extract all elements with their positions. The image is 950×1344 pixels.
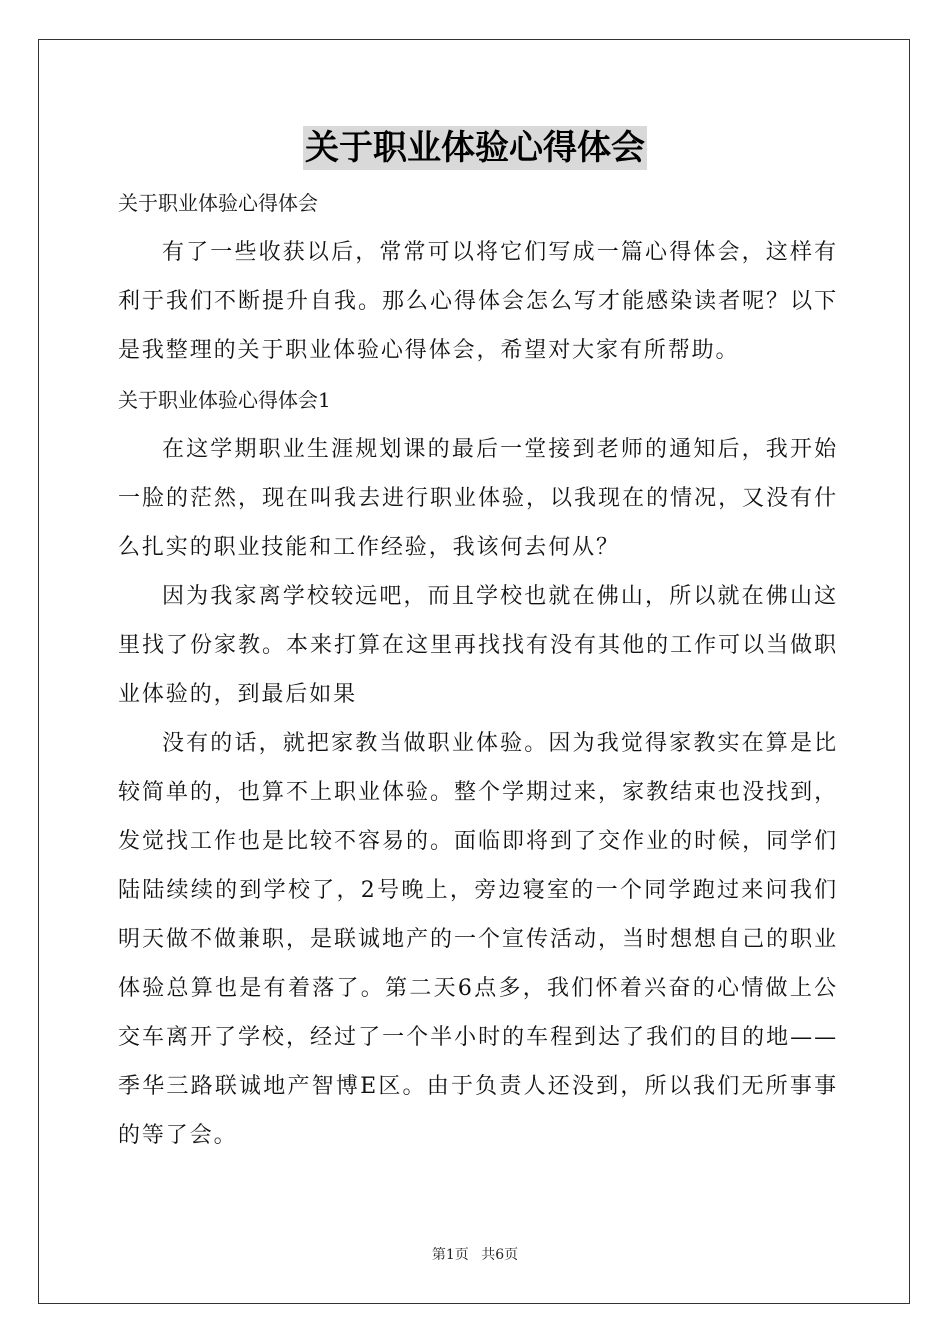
intro-paragraph: 有了一些收获以后，常常可以将它们写成一篇心得体会，这样有利于我们不断提升自我。那么心得体会怎么写才能感染读者呢？以下是我整理的关于职业体验心得体会，希望对大家有所帮助。: [118, 240, 838, 363]
title-container: [0, 126, 950, 170]
body-paragraph-1: 在这学期职业生涯规划课的最后一堂接到老师的通知后，我开始一脸的茫然，现在叫我去进行职业体验，以我现在的情况，又没有什么扎实的职业技能和工作经验，我该何去何从？: [118, 437, 838, 560]
document-subtitle: 关于职业体验心得体会: [118, 191, 318, 215]
section-heading: 关于职业体验心得体会1: [118, 388, 331, 412]
page-footer: [0, 1244, 950, 1264]
page-total: 共6页: [481, 1247, 519, 1263]
document-body: [118, 178, 838, 1160]
body-paragraph-3: 没有的话，就把家教当做职业体验。因为我觉得家教实在算是比较简单的，也算不上职业体验。整个学期过来，家教结束也没找到，发觉找工作也是比较不容易的。面临即将到了交作业的时候，同学们陆陆续续的到学校了，2号晚上，旁边寝室的一个同学跑过来问我们明天做不做兼职，是联诚地产的一个宣传活动，当时想想自己的职业体验总算也是有着落了。第二天6点多，我们怀着兴奋的心情做上公交车离开了学校，经过了一个半小时的车程到达了我们的目的地——季华三路联诚地产智博E区。由于负责人还没到，所以我们无所事事的等了会。: [118, 731, 838, 1148]
body-paragraph-2: 因为我家离学校较远吧，而且学校也就在佛山，所以就在佛山这里找了份家教。本来打算在这里再找找有没有其他的工作可以当做职业体验的，到最后如果: [118, 584, 838, 707]
page-number: 第1页: [431, 1247, 469, 1263]
document-title: 关于职业体验心得体会: [305, 128, 645, 168]
